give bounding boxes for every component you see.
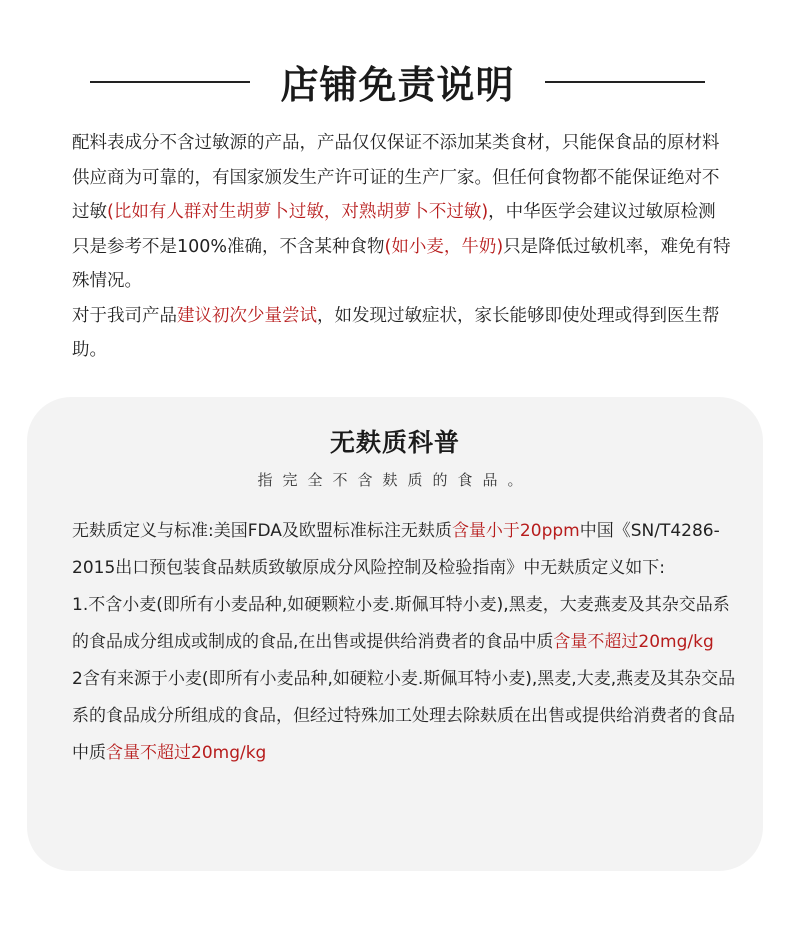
definition-item-1 <box>72 587 742 661</box>
title-row <box>0 50 790 110</box>
item-highlight: 含量不超过20mg/kg <box>553 632 714 652</box>
item-text-segment: 1.不含小麦(即所有小麦品种,如硬颗粒小麦.斯佩耳特小麦),黑麦，大麦燕麦及其杂交品系的食品成分组成或制成的食品,在出售或提供给消费者的食品中质 <box>72 595 730 652</box>
disclaimer-highlight: (比如有人群对生胡萝卜过敏，对熟胡萝卜不过敏) <box>107 202 489 222</box>
disclaimer-paragraph-2 <box>72 299 732 368</box>
disclaimer-text-segment: 配料表成分不含过敏源的产品，产品仅仅保证不添加某类食材，只能保食品的原材料供应商为可靠的，有国家颁发生产许可证的生产厂家。但任何食物都不能保证绝对不过敏 <box>72 133 720 222</box>
item-text-segment: 2含有来源于小麦(即所有小麦品种,如硬粒小麦.斯佩耳特小麦),黑麦,大麦,燕麦及其杂交品系的食品成分所组成的食品，但经过特殊加工处理去除麸质在出售或提供给消费者的食品中质 <box>72 669 736 763</box>
definition-text-segment: 中国《SN/T4286-2015出口预包装食品麸质致敏原成分风险控制及检验指南》中无麸质定义如下: <box>72 521 720 578</box>
disclaimer-text-segment: ，中华医学会建议过敏原检测只是参考不是100%准确，不含某种食物 <box>72 202 716 257</box>
gluten-free-info-card <box>27 397 763 871</box>
definition-item-2 <box>72 661 742 772</box>
disclaimer-paragraph-1 <box>72 126 732 299</box>
card-subtitle: 指完全不含麸质的食品。 <box>257 471 533 489</box>
disclaimer-text <box>72 126 732 368</box>
disclaimer-text-segment: 只是降低过敏机率，难免有特殊情况。 <box>72 236 731 291</box>
title-divider-left <box>90 81 250 83</box>
disclaimer-highlight: 建议初次少量尝试 <box>177 305 317 326</box>
title-divider-right <box>545 81 705 83</box>
definition-highlight: 含量小于20ppm <box>451 521 580 541</box>
gluten-free-definition <box>72 513 742 587</box>
item-highlight: 含量不超过20mg/kg <box>106 743 267 763</box>
card-title: 无麸质科普 <box>329 428 460 457</box>
page-title: 店铺免责说明 <box>280 63 515 107</box>
disclaimer-text-segment: 对于我司产品 <box>72 305 177 326</box>
card-body <box>72 513 742 772</box>
definition-text-segment: 无麸质定义与标准:美国FDA及欧盟标准标注无麸质 <box>72 521 452 541</box>
disclaimer-text-segment: ，如发现过敏症状，家长能够即使处理或得到医生帮助。 <box>72 305 720 360</box>
disclaimer-highlight: (如小麦，牛奶) <box>384 236 504 257</box>
